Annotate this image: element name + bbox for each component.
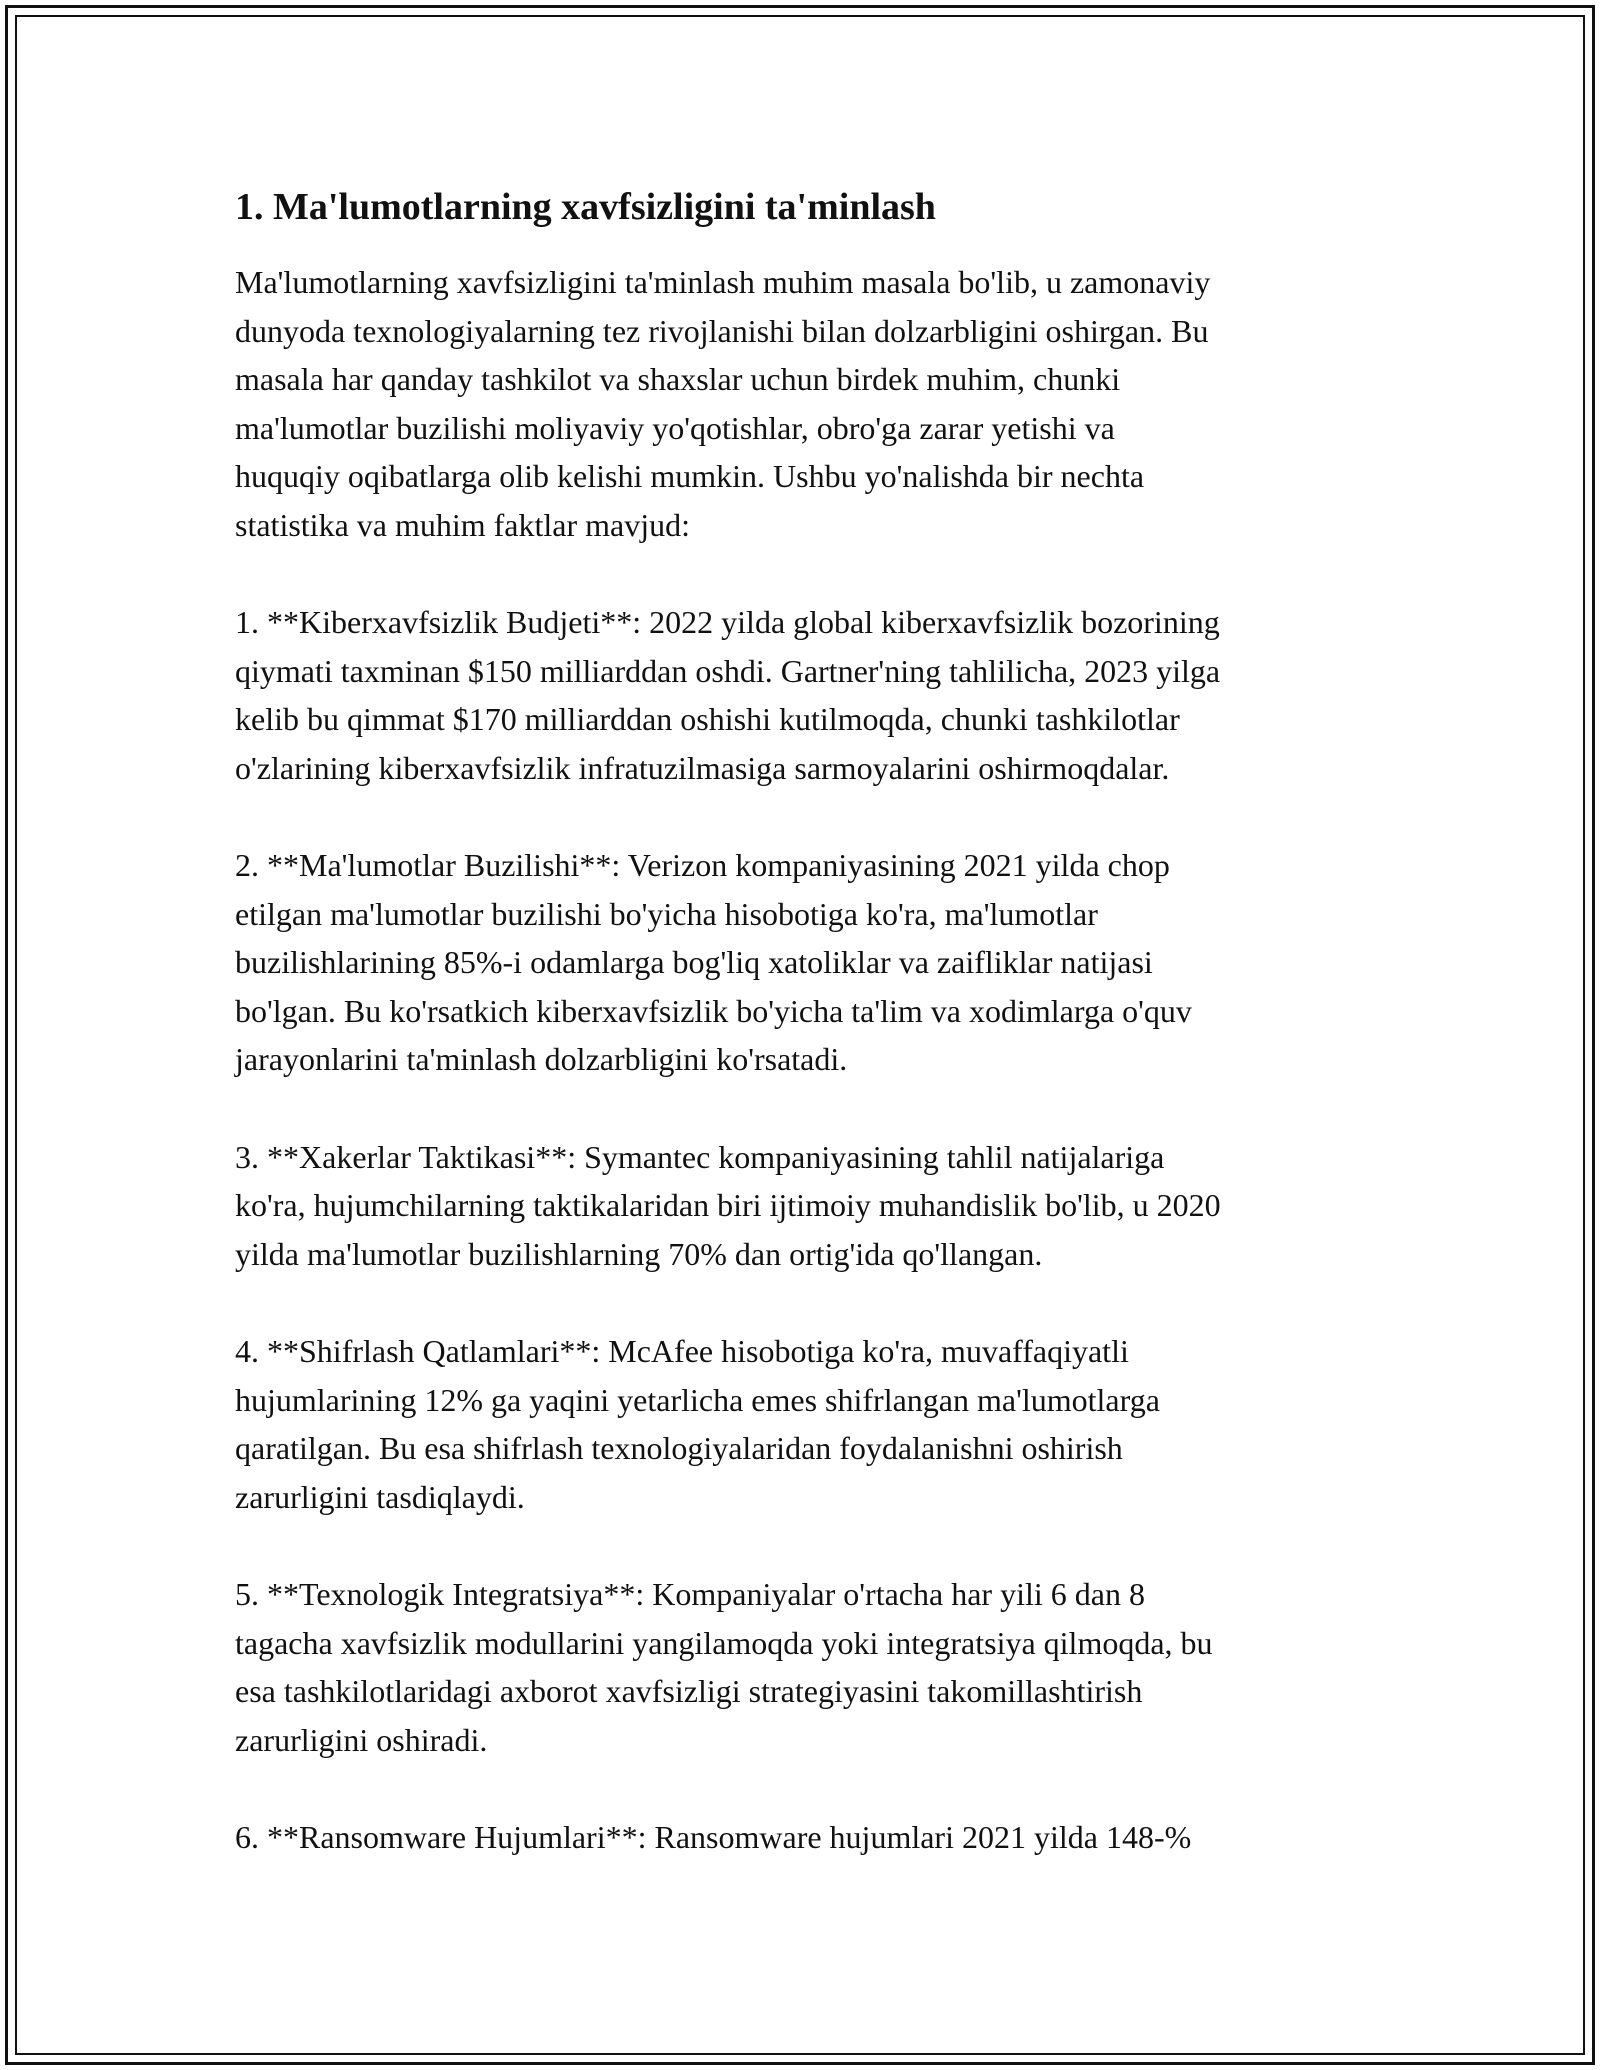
list-item-data-breaches: 2. **Ma'lumotlar Buzilishi**: Verizon kompaniyasining 2021 yilda chop etilgan ma'lumotlar buzilishi bo'yicha hisobotiga ko'ra, ma'lumotlar buzilishlarining 85%-i odamlarga bog'liq xatoliklar va zaifliklar natijasi bo'lgan. Bu ko'rsatkich kiberxavfsizlik bo'yicha ta'lim va xodimlarga o'quv jarayonlarini ta'minlash dolzarbligini ko'rsatadi.: [235, 847, 1192, 1078]
list-item-technology-integration: 5. **Texnologik Integratsiya**: Kompaniyalar o'rtacha har yili 6 dan 8 tagacha xavfsizlik modullarini yangilamoqda yoki integratsiya qilmoqda, bu esa tashkilotlaridagi axborot xavfsizligi strategiyasini takomillashtirish zarurligini oshiradi.: [235, 1576, 1213, 1758]
intro-paragraph: Ma'lumotlarning xavfsizligini ta'minlash muhim masala bo'lib, u zamonaviy dunyoda texnologiyalarning tez rivojlanishi bilan dolzarbligini oshirgan. Bu masala har qanday tashkilot va shaxslar uchun birdek muhim, chunki ma'lumotlar buzilishi moliyaviy yo'qotishlar, obro'ga zarar yetishi va huquqiy oqibatlarga olib kelishi mumkin. Ushbu yo'nalishda bir nechta statistika va muhim faktlar mavjud:: [235, 264, 1211, 543]
list-item-hacker-tactics: 3. **Xakerlar Taktikasi**: Symantec kompaniyasining tahlil natijalariga ko'ra, hujumchilarning taktikalaridan biri ijtimoiy muhandislik bo'lib, u 2020 yilda ma'lumotlar buzilishlarning 70% dan ortig'ida qo'llangan.: [235, 1138, 1221, 1272]
document-body: [235, 183, 1375, 1911]
list-item-encryption-layers: 4. **Shifrlash Qatlamlari**: McAfee hisobotiga ko'ra, muvaffaqiyatli hujumlarining 12% ga yaqini yetarlicha emes shifrlangan ma'lumotlarga qaratilgan. Bu esa shifrlash texnologiyalaridan foydalanishni oshirish zarurligini tasdiqlaydi.: [235, 1333, 1160, 1515]
list-item-ransomware-attacks: 6. **Ransomware Hujumlari**: Ransomware hujumlari 2021 yilda 148-%: [235, 1819, 1192, 1856]
list-item-cybersecurity-budget: 1. **Kiberxavfsizlik Budjeti**: 2022 yilda global kiberxavfsizlik bozorining qiymati taxminan $150 milliarddan oshdi. Gartner'ning tahlilicha, 2023 yilga kelib bu qimmat $170 milliarddan oshishi kutilmoqda, chunki tashkilotlar o'zlarining kiberxavfsizlik infratuzilmasiga sarmoyalarini oshirmoqdalar.: [235, 604, 1221, 786]
document-title: 1. Ma'lumotlarning xavfsizligini ta'minlash: [235, 186, 936, 228]
